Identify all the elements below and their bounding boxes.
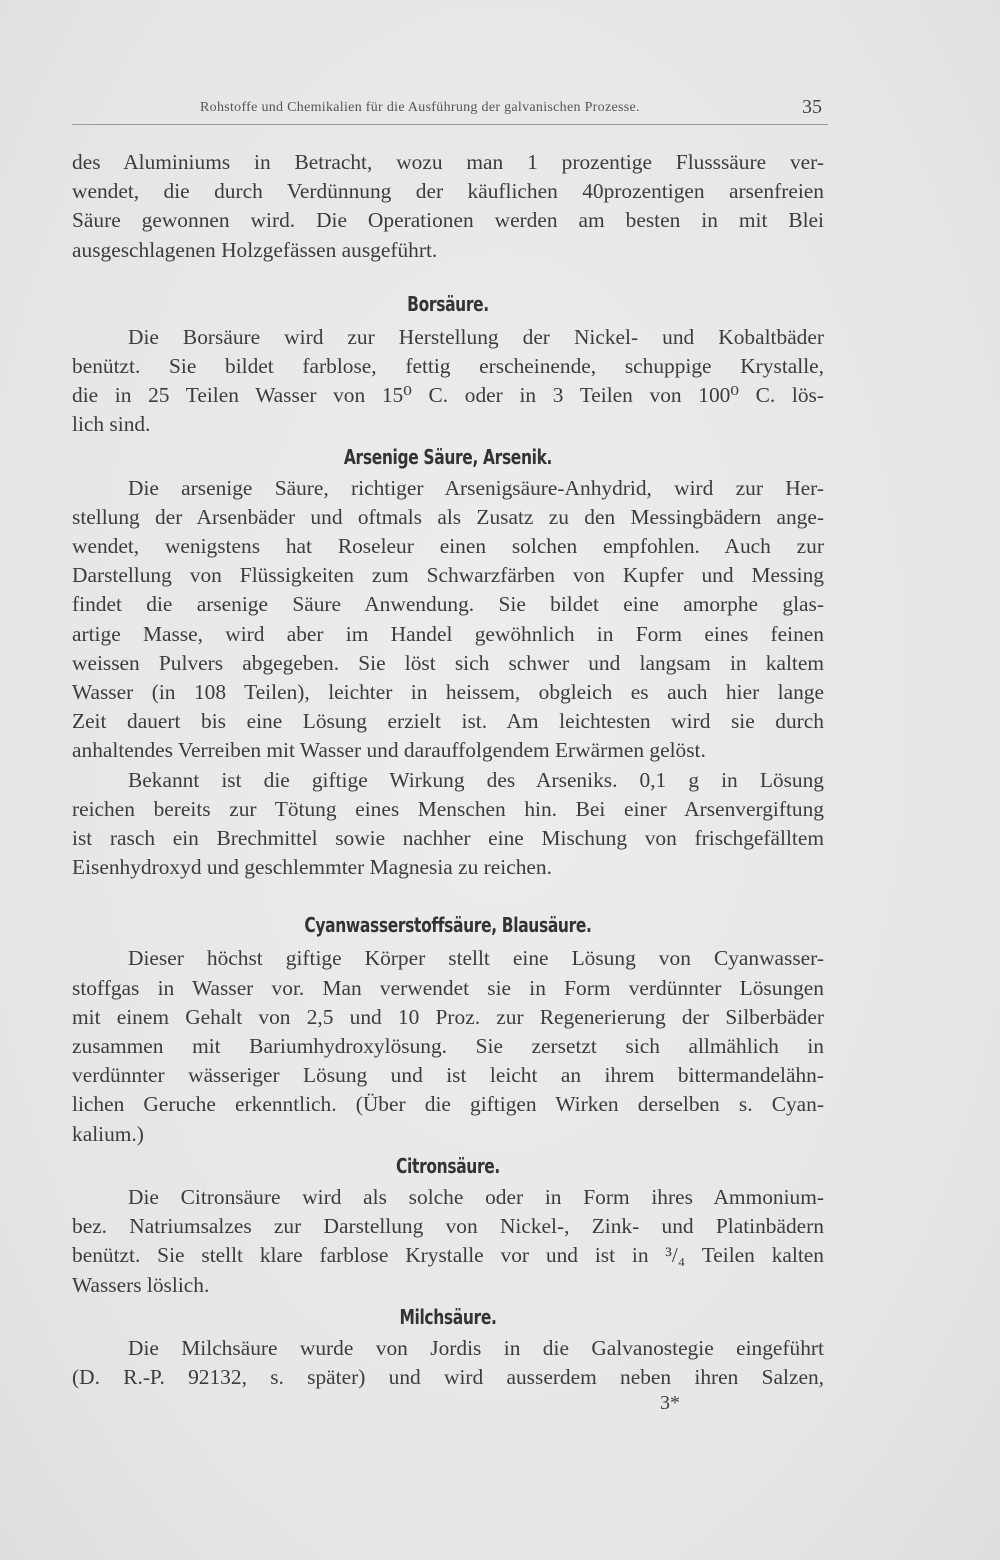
running-title: Rohstoffe und Chemikalien für die Ausführung der galvanischen Prozesse. [200,100,640,115]
text-line: bez. Natriumsalzes zur Darstellung von Nickel-, Zink- und Platinbädern [72,1214,824,1239]
text-line: Die Borsäure wird zur Herstellung der Nickel- und Kobaltbäder [128,324,824,349]
text-line: artige Masse, wird aber im Handel gewöhnlich in Form eines feinen [72,621,824,646]
text-line: weissen Pulvers abgegeben. Sie löst sich schwer und langsam in kaltem [72,650,824,675]
text-line: lich sind. [72,412,151,437]
signature-mark: 3* [660,1392,680,1414]
text-line: lichen Geruche erkenntlich. (Über die giftigen Wirken derselben s. Cyan- [72,1092,824,1117]
text-line: stellung der Arsenbäder und oftmals als Zusatz zu den Messingbädern ange- [72,504,824,529]
text-line: Zeit dauert bis eine Lösung erzielt ist. Am leichtesten wird sie durch [72,709,824,734]
section-heading-arsen: Arsenige Säure, Arsenik. [343,444,553,469]
text-line: Dieser höchst giftige Körper stellt eine Lösung von Cyanwasser- [128,946,824,971]
text-line: die in 25 Teilen Wasser von 15⁰ C. oder in 3 Teilen von 100⁰ C. lös- [72,383,824,408]
text-line: Wasser (in 108 Teilen), leichter in heissem, obgleich es auch hier lange [72,680,824,705]
text-line: wendet, die durch Verdünnung der käuflichen 40prozentigen arsenfreien [72,179,824,204]
text-line: (D. R.-P. 92132, s. später) und wird ausserdem neben ihren Salzen, [72,1364,824,1389]
text-line: Die Milchsäure wurde von Jordis in die Galvanostegie eingeführt [128,1335,824,1360]
text-line: anhaltendes Verreiben mit Wasser und darauffolgendem Erwärmen gelöst. [72,738,706,763]
text-line: des Aluminiums in Betracht, wozu man 1 prozentige Flusssäure ver- [72,150,824,174]
page-number: 35 [802,96,822,118]
paragraph-borsaeure [72,323,824,440]
running-header [72,96,828,125]
section-heading-borsaeure: Borsäure. [407,291,489,316]
paragraph-arsen [72,474,824,766]
text-line: Wassers löslich. [72,1272,210,1297]
text-line: reichen bereits zur Tötung eines Menschen hin. Bei einer Arsenvergiftung [72,796,824,821]
text-line: zusammen mit Bariumhydroxylösung. Sie zersetzt sich allmählich in [72,1034,824,1059]
text-line: Die Citronsäure wird als solche oder in Form ihres Ammonium- [128,1184,824,1209]
text-line: wendet, wenigstens hat Roseleur einen solchen empfohlen. Auch zur [72,534,824,559]
text-line: ausgeschlagenen Holzgefässen ausgeführt. [72,237,438,262]
section-heading-milch: Milchsäure. [399,1304,497,1329]
text-line: mit einem Gehalt von 2,5 und 10 Proz. zur Regenerierung der Silberbäder [72,1004,824,1029]
paragraph-arsenik-gift [72,766,824,883]
text-line: benützt. Sie bildet farblose, fettig erscheinende, schuppige Krystalle, [72,354,824,379]
text-line: Säure gewonnen wird. Die Operationen werden am besten in mit Blei [72,208,824,233]
text-line: Bekannt ist die giftige Wirkung des Arseniks. 0,1 g in Lösung [128,767,824,792]
text-line: ist rasch ein Brechmittel sowie nachher eine Mischung von frischgefälltem [72,826,824,851]
text-line: verdünnter wässeriger Lösung und ist leicht an ihrem bittermandelähn- [72,1063,824,1088]
paragraph-milch [72,1334,824,1392]
paragraph-aluminium [72,148,824,265]
section-heading-citron: Citronsäure. [396,1153,500,1178]
paragraph-citron [72,1183,824,1300]
text-line: benützt. Sie stellt klare farblose Krystalle vor und ist in ³/₄ Teilen kalten [72,1243,824,1268]
text-line: findet die arsenige Säure Anwendung. Sie bildet eine amorphe glas- [72,592,824,617]
text-line: stoffgas in Wasser vor. Man verwendet sie in Form verdünnter Lösungen [72,975,824,1000]
text-line: Die arsenige Säure, richtiger Arsenigsäure-Anhydrid, wird zur Her- [128,475,824,500]
section-heading-cyan: Cyanwasserstoffsäure, Blausäure. [304,913,592,938]
text-line: Eisenhydroxyd und geschlemmter Magnesia zu reichen. [72,855,552,880]
text-line: Darstellung von Flüssigkeiten zum Schwarzfärben von Kupfer und Messing [72,563,824,588]
paragraph-cyan [72,944,824,1148]
text-line: kalium.) [72,1121,144,1146]
body-text [72,148,824,1392]
